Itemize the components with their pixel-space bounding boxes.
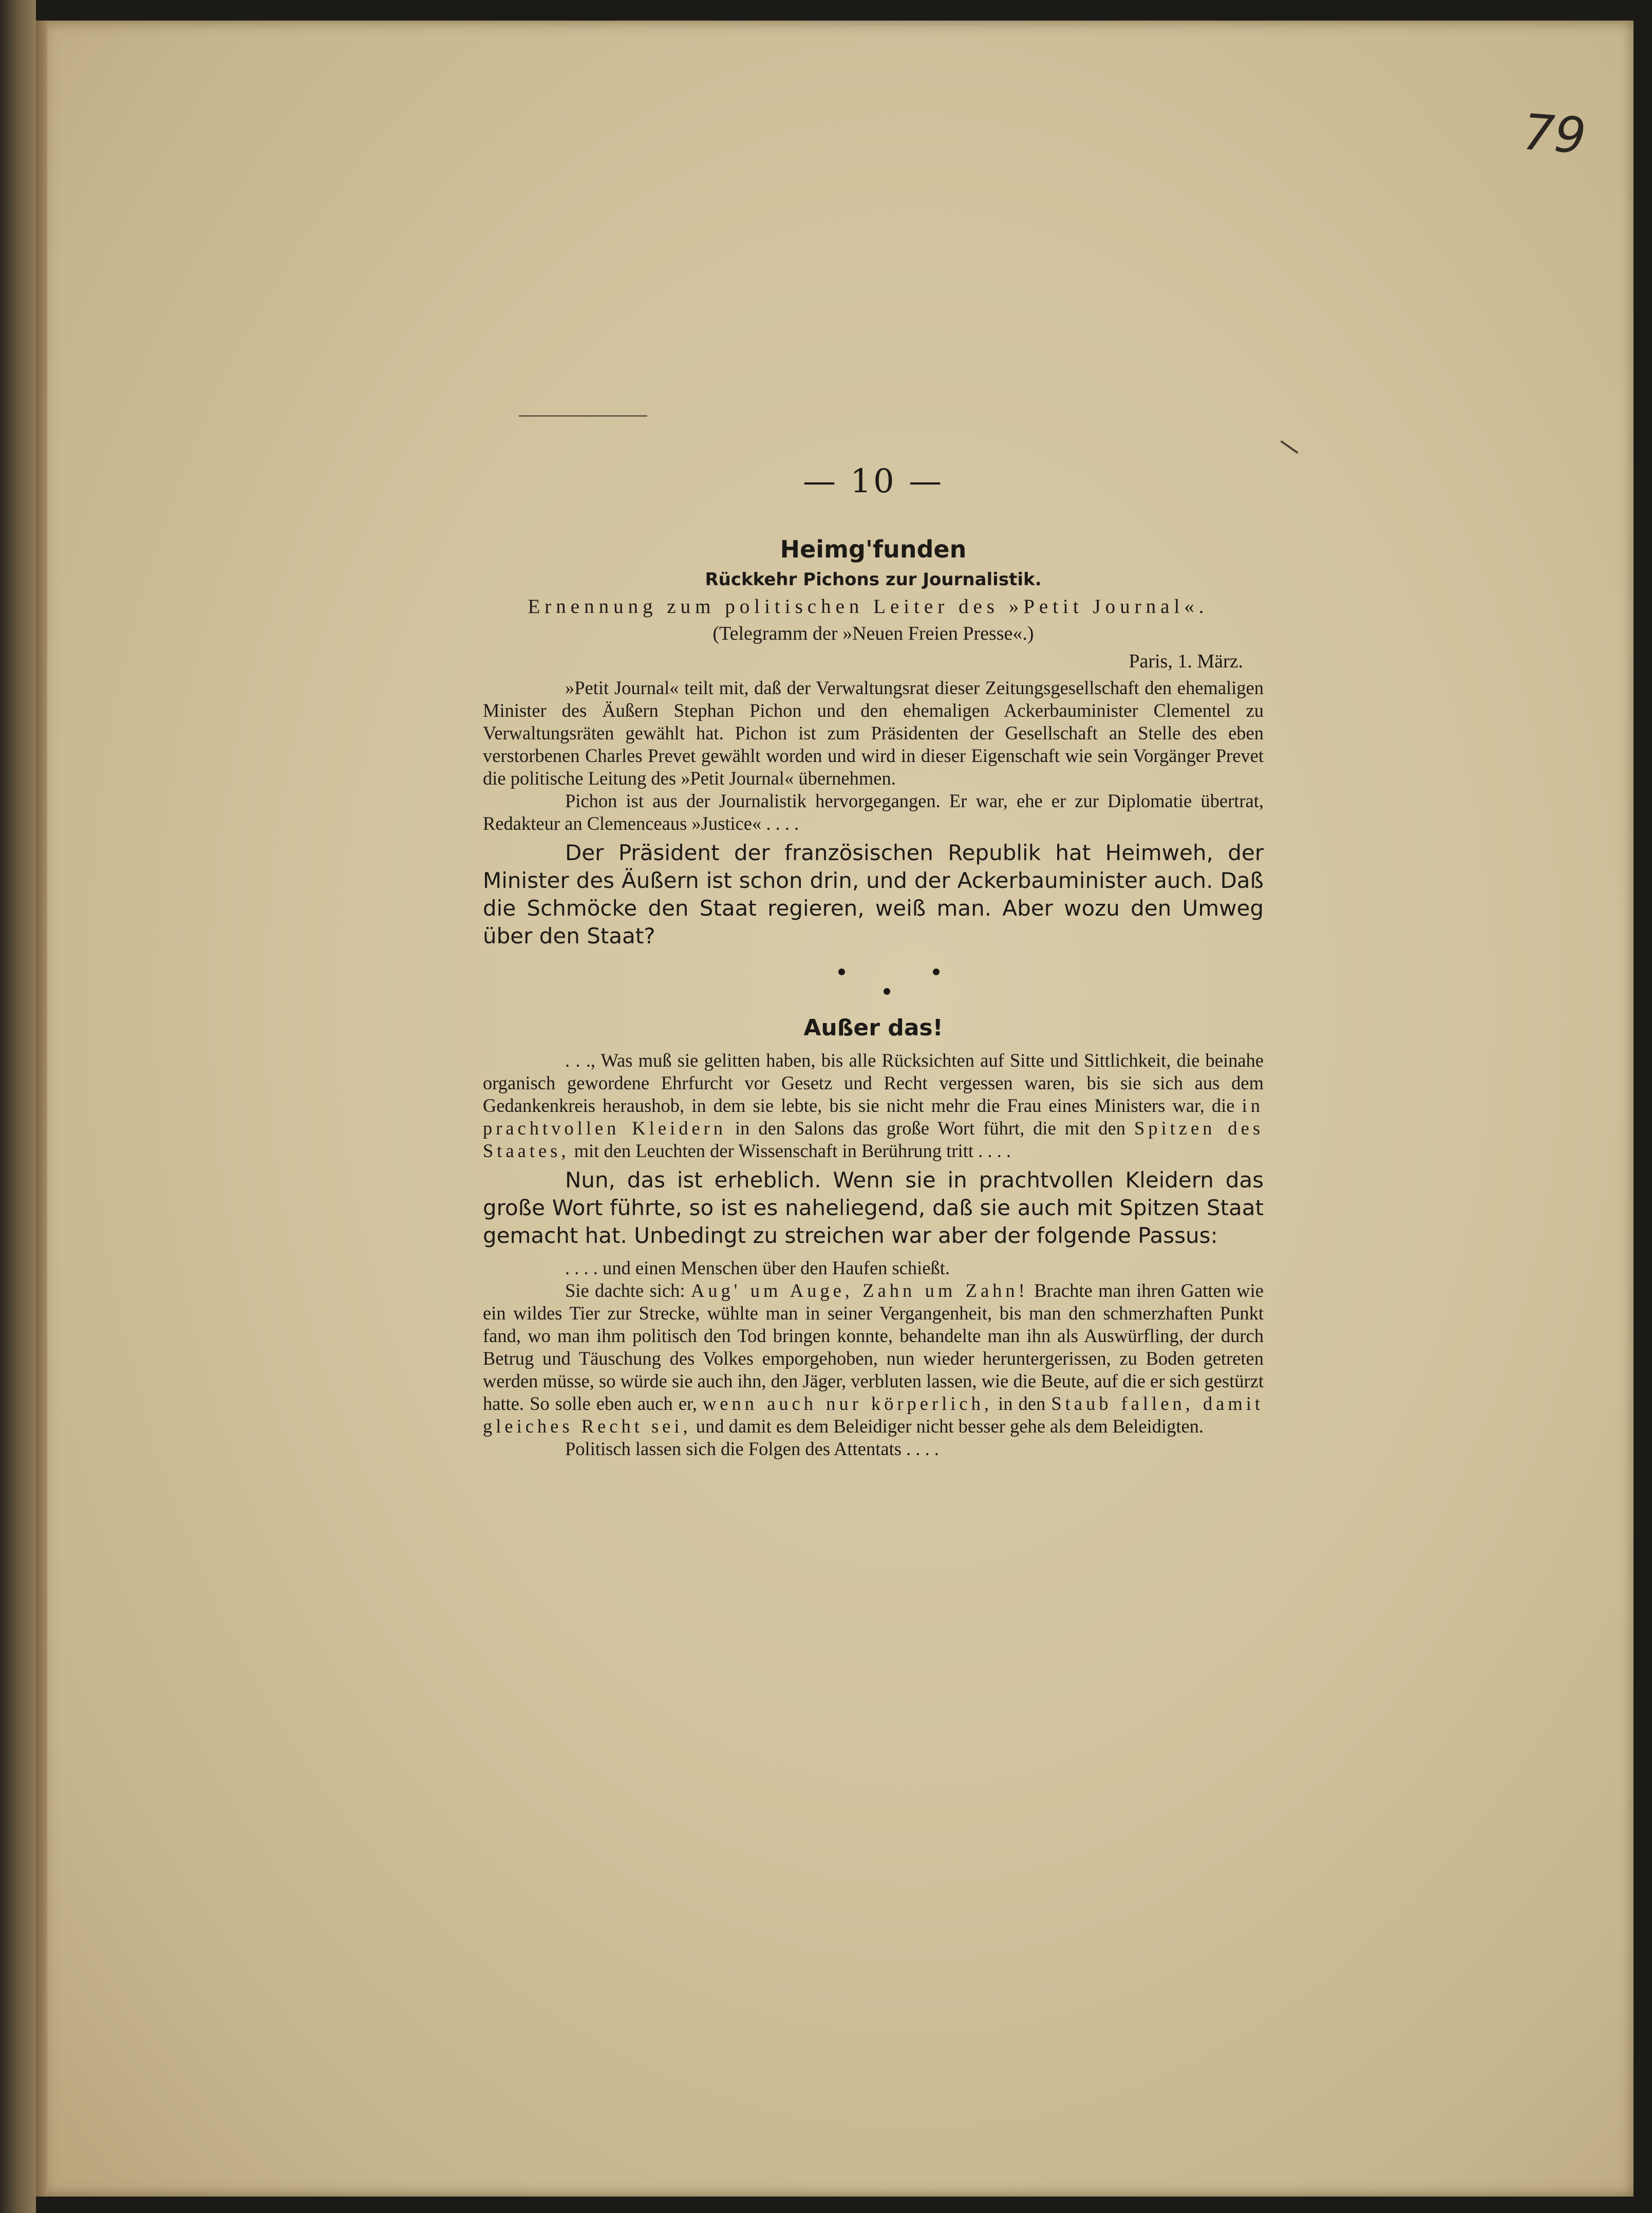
stray-rule-mark: [519, 415, 647, 417]
quote1-text-end: mit den Leuchten der Wissenschaft in Berührung tritt . . . .: [574, 1140, 1011, 1161]
section1-appointment-line: Ernennung zum politischen Leiter des »Petit Journal«.: [528, 596, 1209, 618]
section1-quote-paragraph-2: Pichon ist aus der Journalistik hervorgegangen. Er war, ehe er zur Diplomatie übertrat, Redakteur an Clemenceaus »Justice« . . . .: [483, 790, 1264, 834]
quote2-text-mid-1: Brachte man ihren Gatten wie ein wildes Tier zur Strecke, wühlte man in seiner Vergangenheit, bis man den schmerzhaften Punkt fand, wo man ihm politisch den Tod bringen konnte, behandelte man ihn als Auswürfling, der durch Betrug und Täuschung des Volkes emporgehoben, nun wieder heruntergerissen, zu Boden getreten werden müsse, so würde sie auch ihn, den Jäger, verbluten lassen, wie die Beute, auf die er sich gestürzt hatte. So solle eben auch er,: [483, 1280, 1264, 1414]
quote1-text-start: . . ., Was muß sie gelitten haben, bis alle Rücksichten auf Sitte und Sittlichkeit, die beinahe organisch gewordene Ehrfurcht vor Gesetz und Recht vergessen waren, bis sie sich aus dem Gedankenkreis heraushob, in dem sie lebte, bis sie nicht mehr die Frau eines Ministers war, die: [483, 1050, 1264, 1116]
quote1-spaced-text-b: Spitzen des Staates,: [483, 1118, 1264, 1161]
quote2-spaced-text-c: Staub fallen, damit gleiches Recht sei,: [483, 1393, 1264, 1437]
section1-heading: Heimg'funden: [780, 535, 967, 563]
separator-dot: [884, 988, 890, 995]
section2-heading: Außer das!: [803, 1015, 943, 1041]
section2-quote-2: [483, 1279, 1264, 1438]
separator-dot: [838, 969, 845, 975]
book-spine: [0, 0, 36, 2213]
section1-subheading: Rückkehr Pichons zur Journalistik.: [705, 569, 1042, 590]
quote1-spaced-text-a: in prachtvollen Kleidern: [483, 1095, 1264, 1139]
section2-quote-2-last: Politisch lassen sich die Folgen des Attentats . . . .: [565, 1438, 939, 1459]
text-column: [483, 462, 1264, 1460]
quote2-text-end: und damit es dem Beleidiger nicht besser gehe als dem Beleidigten.: [696, 1416, 1204, 1437]
section1-quote-paragraph-1: »Petit Journal« teilt mit, daß der Verwaltungsrat dieser Zeitungsgesellschaft den ehemaligen Minister des Äußern Stephan Pichon und den ehemaligen Ackerbauminister Clementel zu Verwaltungsräten gewählt hat. Pichon ist zum Präsidenten der Gesellschaft an Stelle des eben verstorbenen Charles Prevet gewählt worden und wird in dieser Eigenschaft wie sein Vorgänger Prevet die politische Leitung des »Petit Journal« übernehmen.: [483, 677, 1264, 789]
section1-dateline: Paris, 1. März.: [1129, 650, 1243, 672]
quote2-text-start: Sie dachte sich:: [565, 1280, 685, 1301]
section2-quote-2-line-1: . . . . und einen Menschen über den Haufen schießt.: [565, 1257, 950, 1278]
section1-source-line: (Telegramm der »Neuen Freien Presse«.): [712, 623, 1034, 644]
separator-dot: [933, 969, 940, 975]
quote1-text-mid: in den Salons das große Wort führt, die mit den: [735, 1118, 1126, 1139]
document-page: [36, 21, 1634, 2197]
archive-handwritten-number: 79: [1521, 103, 1588, 165]
quote2-spaced-text-a: Aug' um Auge, Zahn um Zahn!: [690, 1280, 1028, 1301]
page-edge: [36, 21, 47, 2197]
section-separator: [483, 963, 1264, 1005]
section2-quote-1: [483, 1049, 1264, 1162]
quote2-text-mid-2: in den: [998, 1393, 1046, 1414]
stray-tick-mark: [1280, 440, 1298, 454]
page-number: — 10 —: [802, 462, 944, 500]
section1-comment: Der Präsident der französischen Republik hat Heimweh, der Minister des Äußern ist schon drin, und der Ackerbauminister auch. Daß die Schmöcke den Staat regieren, weiß man. Aber wozu den Umweg über den Staat?: [483, 840, 1264, 949]
section2-comment: Nun, das ist erheblich. Wenn sie in prachtvollen Kleidern das große Wort führte, so ist es naheliegend, daß sie auch mit Spitzen Staat gemacht hat. Unbedingt zu streichen war aber der folgende Passus:: [483, 1167, 1264, 1248]
quote2-spaced-text-b: wenn auch nur körperlich,: [702, 1393, 992, 1414]
